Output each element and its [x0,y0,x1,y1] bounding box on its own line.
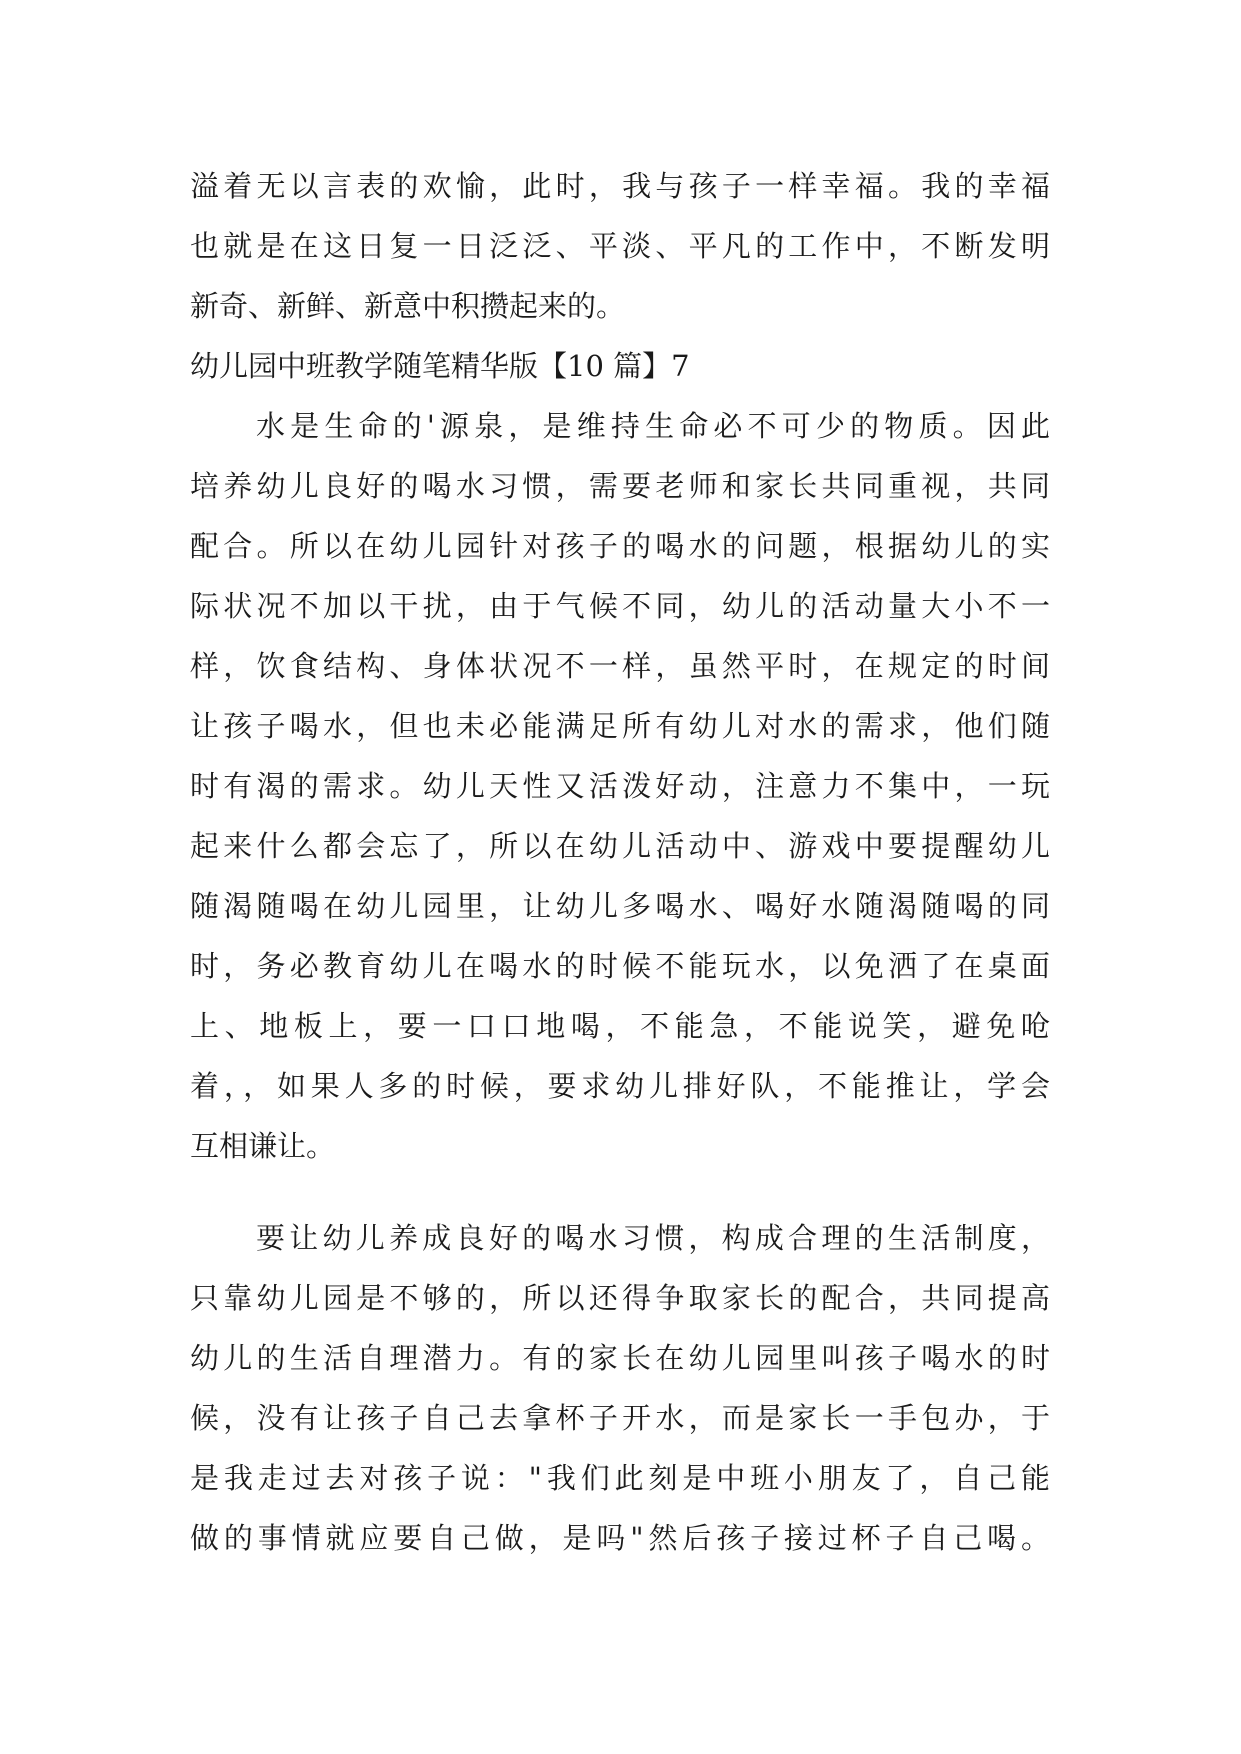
paragraph-1-line: 样，饮食结构、身体状况不一样，虽然平时，在规定的时间 [190,649,1050,683]
paragraph-2-line: 只靠幼儿园是不够的，所以还得争取家长的配合，共同提高 [190,1281,1050,1315]
paragraph-1-line: 配合。所以在幼儿园针对孩子的喝水的问题，根据幼儿的实 [190,529,1050,563]
paragraph-2-line: 要让幼儿养成良好的喝水习惯，构成合理的生活制度， [256,1221,1050,1255]
text-block-lower [190,1208,1050,1568]
paragraph-2-line: 是我走过去对孩子说："我们此刻是中班小朋友了，自己能 [190,1461,1050,1495]
paragraph-2-line: 幼儿的生活自理潜力。有的家长在幼儿园里叫孩子喝水的时 [190,1341,1050,1375]
paragraph-1-line: 培养幼儿良好的喝水习惯，需要老师和家长共同重视，共同 [190,469,1050,503]
paragraph-1-line: 着，，如果人多的时候，要求幼儿排好队，不能推让，学会 [190,1069,1050,1103]
continuation-line: 新奇、新鲜、新意中积攒起来的。 [190,289,626,323]
continuation-line: 溢着无以言表的欢愉，此时，我与孩子一样幸福。我的幸福 [190,169,1050,203]
paragraph-2-line: 候，没有让孩子自己去拿杯子开水，而是家长一手包办，于 [190,1401,1050,1435]
paragraph-1-line: 时有渴的需求。幼儿天性又活泼好动，注意力不集中，一玩 [190,769,1050,803]
paragraph-1-line: 上、地板上，要一口口地喝，不能急，不能说笑，避免呛 [190,1009,1050,1043]
paragraph-1-line: 互相谦让。 [190,1129,336,1163]
paragraph-1-line: 际状况不加以干扰，由于气候不同，幼儿的活动量大小不一 [190,589,1050,623]
paragraph-1-line: 随渴随喝在幼儿园里，让幼儿多喝水、喝好水随渴随喝的同 [190,889,1050,923]
text-block-upper [190,156,1050,1176]
paragraph-1-line: 水是生命的'源泉，是维持生命必不可少的物质。因此 [256,409,1050,443]
paragraph-1-line: 时，务必教育幼儿在喝水的时候不能玩水，以免洒了在桌面 [190,949,1050,983]
section-heading: 幼儿园中班教学随笔精华版【10 篇】7 [190,349,690,383]
continuation-line: 也就是在这日复一日泛泛、平淡、平凡的工作中，不断发明 [190,229,1050,263]
paragraph-1-line: 让孩子喝水，但也未必能满足所有幼儿对水的需求，他们随 [190,709,1050,743]
paragraph-1-line: 起来什么都会忘了，所以在幼儿活动中、游戏中要提醒幼儿 [190,829,1050,863]
paragraph-2-line: 做的事情就应要自己做，是吗"然后孩子接过杯子自己喝。 [190,1521,1050,1555]
